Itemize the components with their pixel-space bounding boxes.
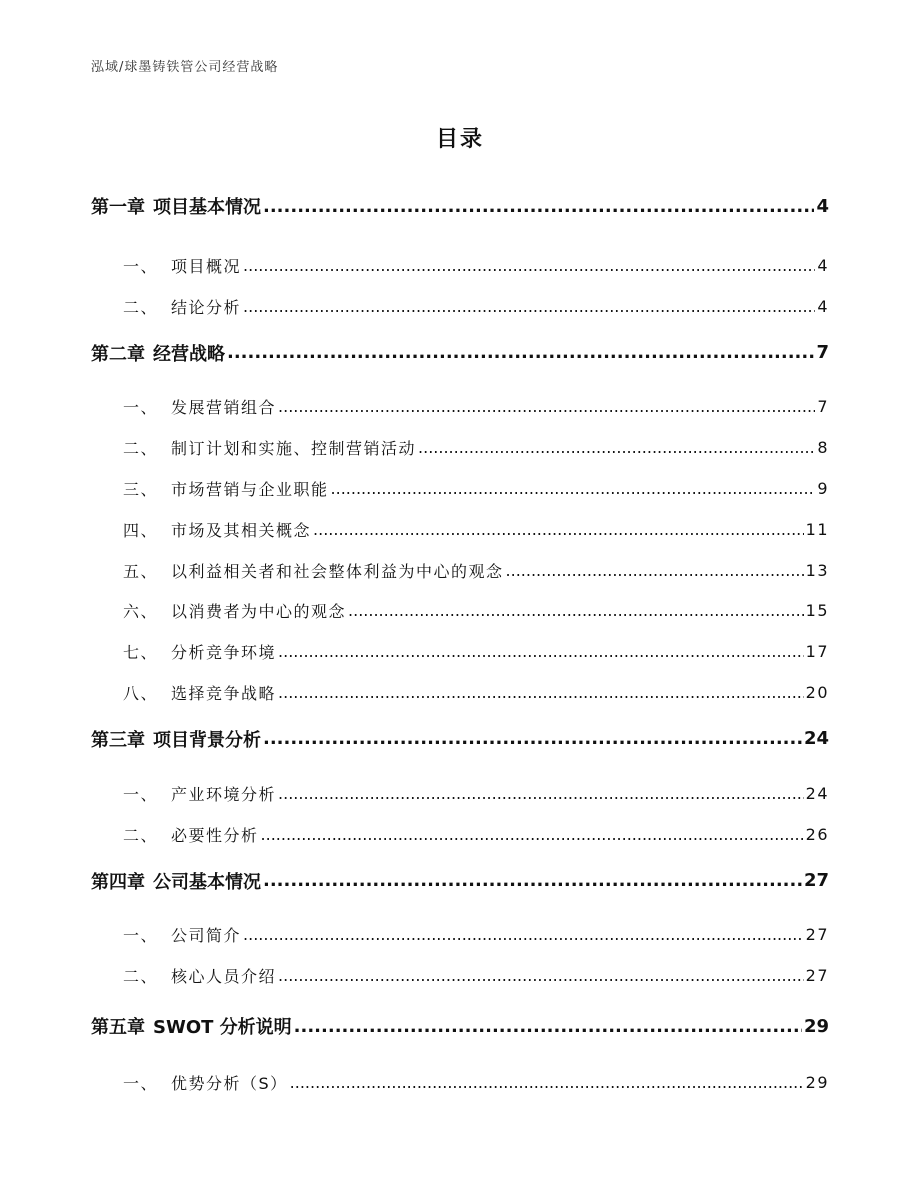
toc-section-title: 结论分析 [171, 297, 242, 317]
toc-page-number: 7 [817, 397, 829, 417]
toc-section-title: 发展营销组合 [171, 398, 277, 418]
toc-section-title: 公司简介 [171, 926, 242, 946]
toc-section-4-2[interactable] [91, 955, 829, 996]
toc-leader-dots [418, 438, 815, 457]
toc-page-number: 24 [805, 783, 829, 803]
toc-leader-dots [261, 825, 804, 844]
toc-section-number: 一、 [123, 256, 159, 276]
toc-chapter-number: 第二章 [91, 343, 145, 365]
toc-leader-dots [243, 297, 815, 316]
toc-leader-dots [294, 1016, 802, 1037]
toc-leader-dots [263, 728, 802, 749]
toc-leader-dots [278, 966, 804, 985]
toc-section-1-1[interactable] [91, 245, 829, 286]
toc-section-2-4[interactable] [91, 509, 829, 550]
toc-page-number: 29 [803, 1015, 829, 1037]
toc-page-number: 27 [803, 870, 829, 892]
toc-chapter-number: 第三章 [91, 729, 145, 751]
toc-section-2-5[interactable] [91, 550, 829, 591]
toc-page-number: 20 [805, 683, 829, 703]
toc-section-number: 一、 [123, 398, 159, 418]
toc-section-2-7[interactable] [91, 631, 829, 672]
toc-leader-dots [263, 196, 814, 217]
toc-page-number: 4 [817, 296, 829, 316]
toc-chapter-5[interactable] [91, 1000, 829, 1052]
toc-section-number: 五、 [123, 561, 159, 581]
toc-leader-dots [278, 784, 804, 803]
toc-section-title: 项目概况 [171, 256, 242, 276]
toc-chapter-4[interactable] [91, 855, 829, 907]
toc-section-title: 分析竞争环境 [171, 643, 277, 663]
toc-section-title: 必要性分析 [171, 825, 259, 845]
toc-section-title: 以利益相关者和社会整体利益为中心的观念 [171, 561, 504, 581]
toc-page-number: 27 [805, 966, 829, 986]
toc-section-number: 八、 [123, 684, 159, 704]
toc-leader-dots [331, 479, 816, 498]
toc-section-5-1[interactable] [91, 1062, 829, 1103]
toc-chapter-title: 项目背景分析 [153, 729, 261, 751]
toc-title: 目录 [435, 127, 484, 152]
toc-section-number: 六、 [123, 602, 159, 622]
toc-section-2-3[interactable] [91, 468, 829, 509]
toc-section-title: 以消费者为中心的观念 [171, 602, 347, 622]
toc-page-number: 24 [803, 728, 829, 750]
toc-page-number: 11 [805, 519, 829, 539]
toc-chapter-title: 公司基本情况 [153, 871, 261, 893]
toc-section-number: 二、 [123, 297, 159, 317]
toc-section-number: 一、 [123, 926, 159, 946]
toc-leader-dots [243, 256, 815, 275]
toc-chapter-number: 第四章 [91, 871, 145, 893]
toc-section-3-2[interactable] [91, 814, 829, 855]
toc-leader-dots [243, 925, 804, 944]
toc-page-number: 27 [805, 925, 829, 945]
toc-page-number: 13 [805, 560, 829, 580]
toc-chapter-title: 项目基本情况 [153, 197, 261, 218]
toc-chapter-title: 经营战略 [153, 343, 225, 365]
toc-leader-dots [263, 870, 802, 891]
toc-section-number: 四、 [123, 520, 159, 540]
toc-chapter-number: 第五章 [91, 1017, 145, 1039]
toc-section-title: 市场营销与企业职能 [171, 480, 329, 500]
toc-chapter-1[interactable] [91, 180, 829, 232]
toc-page-number: 9 [817, 479, 829, 499]
toc-leader-dots [278, 683, 804, 702]
toc-page-number: 26 [805, 824, 829, 844]
toc-chapter-number: 第一章 [91, 197, 145, 218]
toc-section-number: 一、 [123, 1074, 159, 1094]
toc-leader-dots [278, 642, 804, 661]
toc-page-number: 15 [805, 601, 829, 621]
toc-section-2-6[interactable] [91, 591, 829, 632]
toc-leader-dots [506, 561, 804, 580]
toc-section-title: 核心人员介绍 [171, 967, 277, 987]
toc-chapter-3[interactable] [91, 713, 829, 765]
toc-section-1-2[interactable] [91, 286, 829, 327]
toc-leader-dots [278, 397, 815, 416]
toc-section-number: 七、 [123, 643, 159, 663]
toc-leader-dots [348, 601, 804, 620]
toc-section-number: 二、 [123, 825, 159, 845]
toc-section-3-1[interactable] [91, 773, 829, 814]
toc-leader-dots [227, 342, 814, 363]
toc-leader-dots [313, 520, 804, 539]
toc-section-title: 产业环境分析 [171, 784, 277, 804]
toc-chapter-title: SWOT 分析说明 [153, 1017, 292, 1039]
toc-section-number: 三、 [123, 480, 159, 500]
toc-section-title: 市场及其相关概念 [171, 520, 312, 540]
toc-section-2-2[interactable] [91, 427, 829, 468]
running-header: 泓域/球墨铸铁管公司经营战略 [91, 60, 279, 75]
toc-section-number: 一、 [123, 784, 159, 804]
toc-page-number: 17 [805, 642, 829, 662]
toc-page-number: 7 [816, 342, 829, 364]
table-of-contents [91, 180, 829, 1103]
toc-section-title: 优势分析（S） [171, 1074, 288, 1094]
toc-page-number: 29 [805, 1073, 829, 1093]
toc-chapter-2[interactable] [91, 327, 829, 379]
toc-page-number: 4 [817, 255, 829, 275]
toc-section-2-8[interactable] [91, 672, 829, 713]
toc-section-number: 二、 [123, 967, 159, 987]
toc-section-number: 二、 [123, 439, 159, 459]
toc-leader-dots [290, 1073, 804, 1092]
toc-section-4-1[interactable] [91, 915, 829, 956]
toc-page-number: 4 [816, 195, 829, 217]
toc-section-2-1[interactable] [91, 387, 829, 428]
toc-section-title: 制订计划和实施、控制营销活动 [171, 439, 417, 459]
toc-page-number: 8 [817, 438, 829, 458]
toc-section-title: 选择竞争战略 [171, 684, 277, 704]
